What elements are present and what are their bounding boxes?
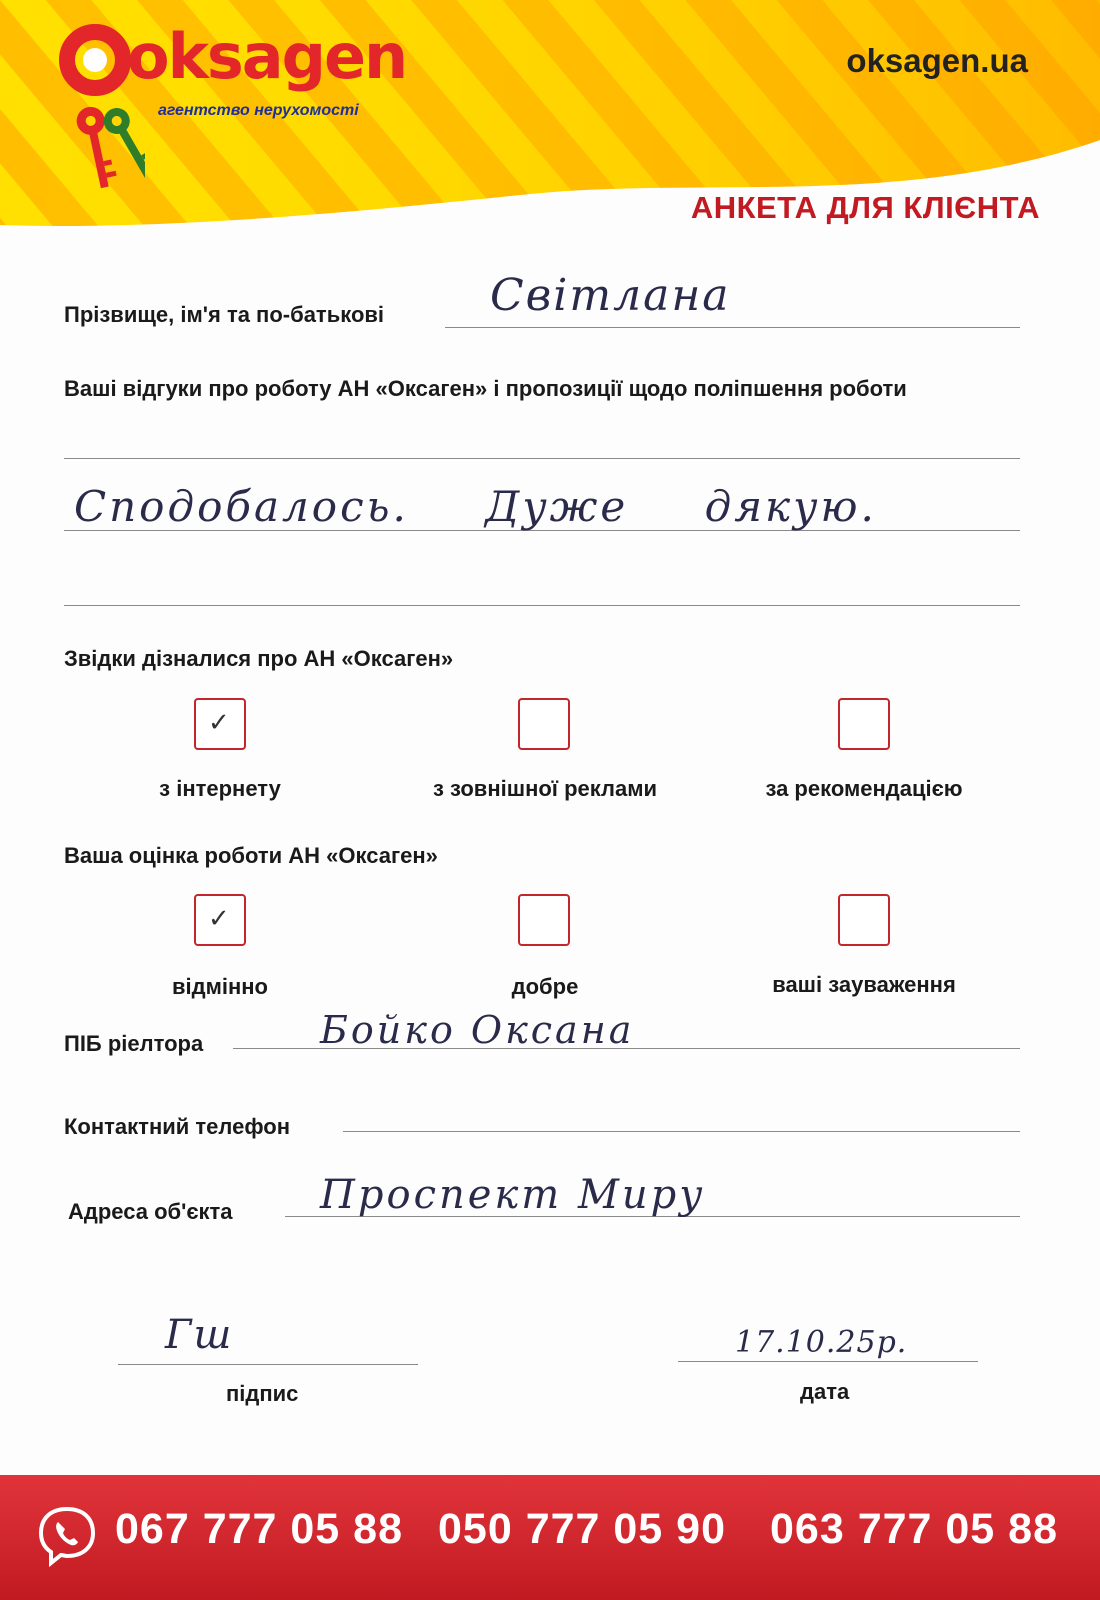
phone-number[interactable]: 050 777 05 90 [438,1505,726,1553]
date-label: дата [800,1379,850,1404]
check-mark-icon: ✓ [208,904,230,934]
brand-logo [55,22,415,197]
full-name-line [445,327,1020,328]
source-label: Звідки дізналися про АН «Оксаген» [64,646,454,671]
rating-option-label: добре [511,974,579,999]
rating-excellent-checkbox[interactable] [194,894,246,946]
signature-label: підпис [226,1381,299,1406]
site-url: oksagen.ua [846,42,1028,79]
logo-tagline: агентство нерухомості [158,102,359,119]
source-outdoor-ads-checkbox[interactable] [518,698,570,750]
source-internet-checkbox[interactable] [194,698,246,750]
source-option-label: з інтернету [159,776,281,801]
source-recommendation-checkbox[interactable] [838,698,890,750]
address-value[interactable]: Проспект Миру [320,1172,706,1218]
rating-remarks-checkbox[interactable] [838,894,890,946]
feedback-line-3 [64,605,1020,606]
check-mark-icon: ✓ [208,708,230,738]
signature-line [118,1364,418,1365]
phone-line [343,1131,1020,1132]
address-label: Адреса об'єкта [68,1199,233,1224]
realtor-label: ПІБ ріелтора [64,1031,204,1056]
source-option-label: з зовнішної реклами [432,776,658,801]
viber-phone-icon [36,1505,98,1567]
rating-option-label: відмінно [171,974,268,999]
phone-number[interactable]: 063 777 05 88 [770,1505,1058,1553]
full-name-value[interactable]: Світлана [490,270,731,321]
rating-good-checkbox[interactable] [518,894,570,946]
form-title: АНКЕТА ДЛЯ КЛІЄНТА [690,190,1040,225]
keys-icon [65,92,145,202]
rating-option-label: ваші зауваження [772,972,956,997]
realtor-value[interactable]: Бойко Оксана [320,1008,635,1052]
date-value[interactable]: 17.10.25р. [735,1325,908,1360]
rating-label: Ваша оцінка роботи АН «Оксаген» [64,843,438,868]
contact-footer [0,1475,1100,1600]
feedback-line-1 [64,458,1020,459]
phone-label: Контактний телефон [64,1114,291,1139]
feedback-label: Ваші відгуки про роботу АН «Оксаген» і пропозиції щодо поліпшення роботи [64,376,907,401]
full-name-label: Прізвище, ім'я та по-батькові [64,302,385,327]
phone-number[interactable]: 067 777 05 88 [115,1505,403,1553]
logo-ring-icon [55,22,135,102]
source-option-label: за рекомендацією [765,776,963,801]
signature-value: Гш [165,1312,234,1358]
date-line [678,1361,978,1362]
feedback-value[interactable]: Сподобалось. Дуже дякую. [74,482,877,531]
logo-text: oksagen [127,20,407,93]
